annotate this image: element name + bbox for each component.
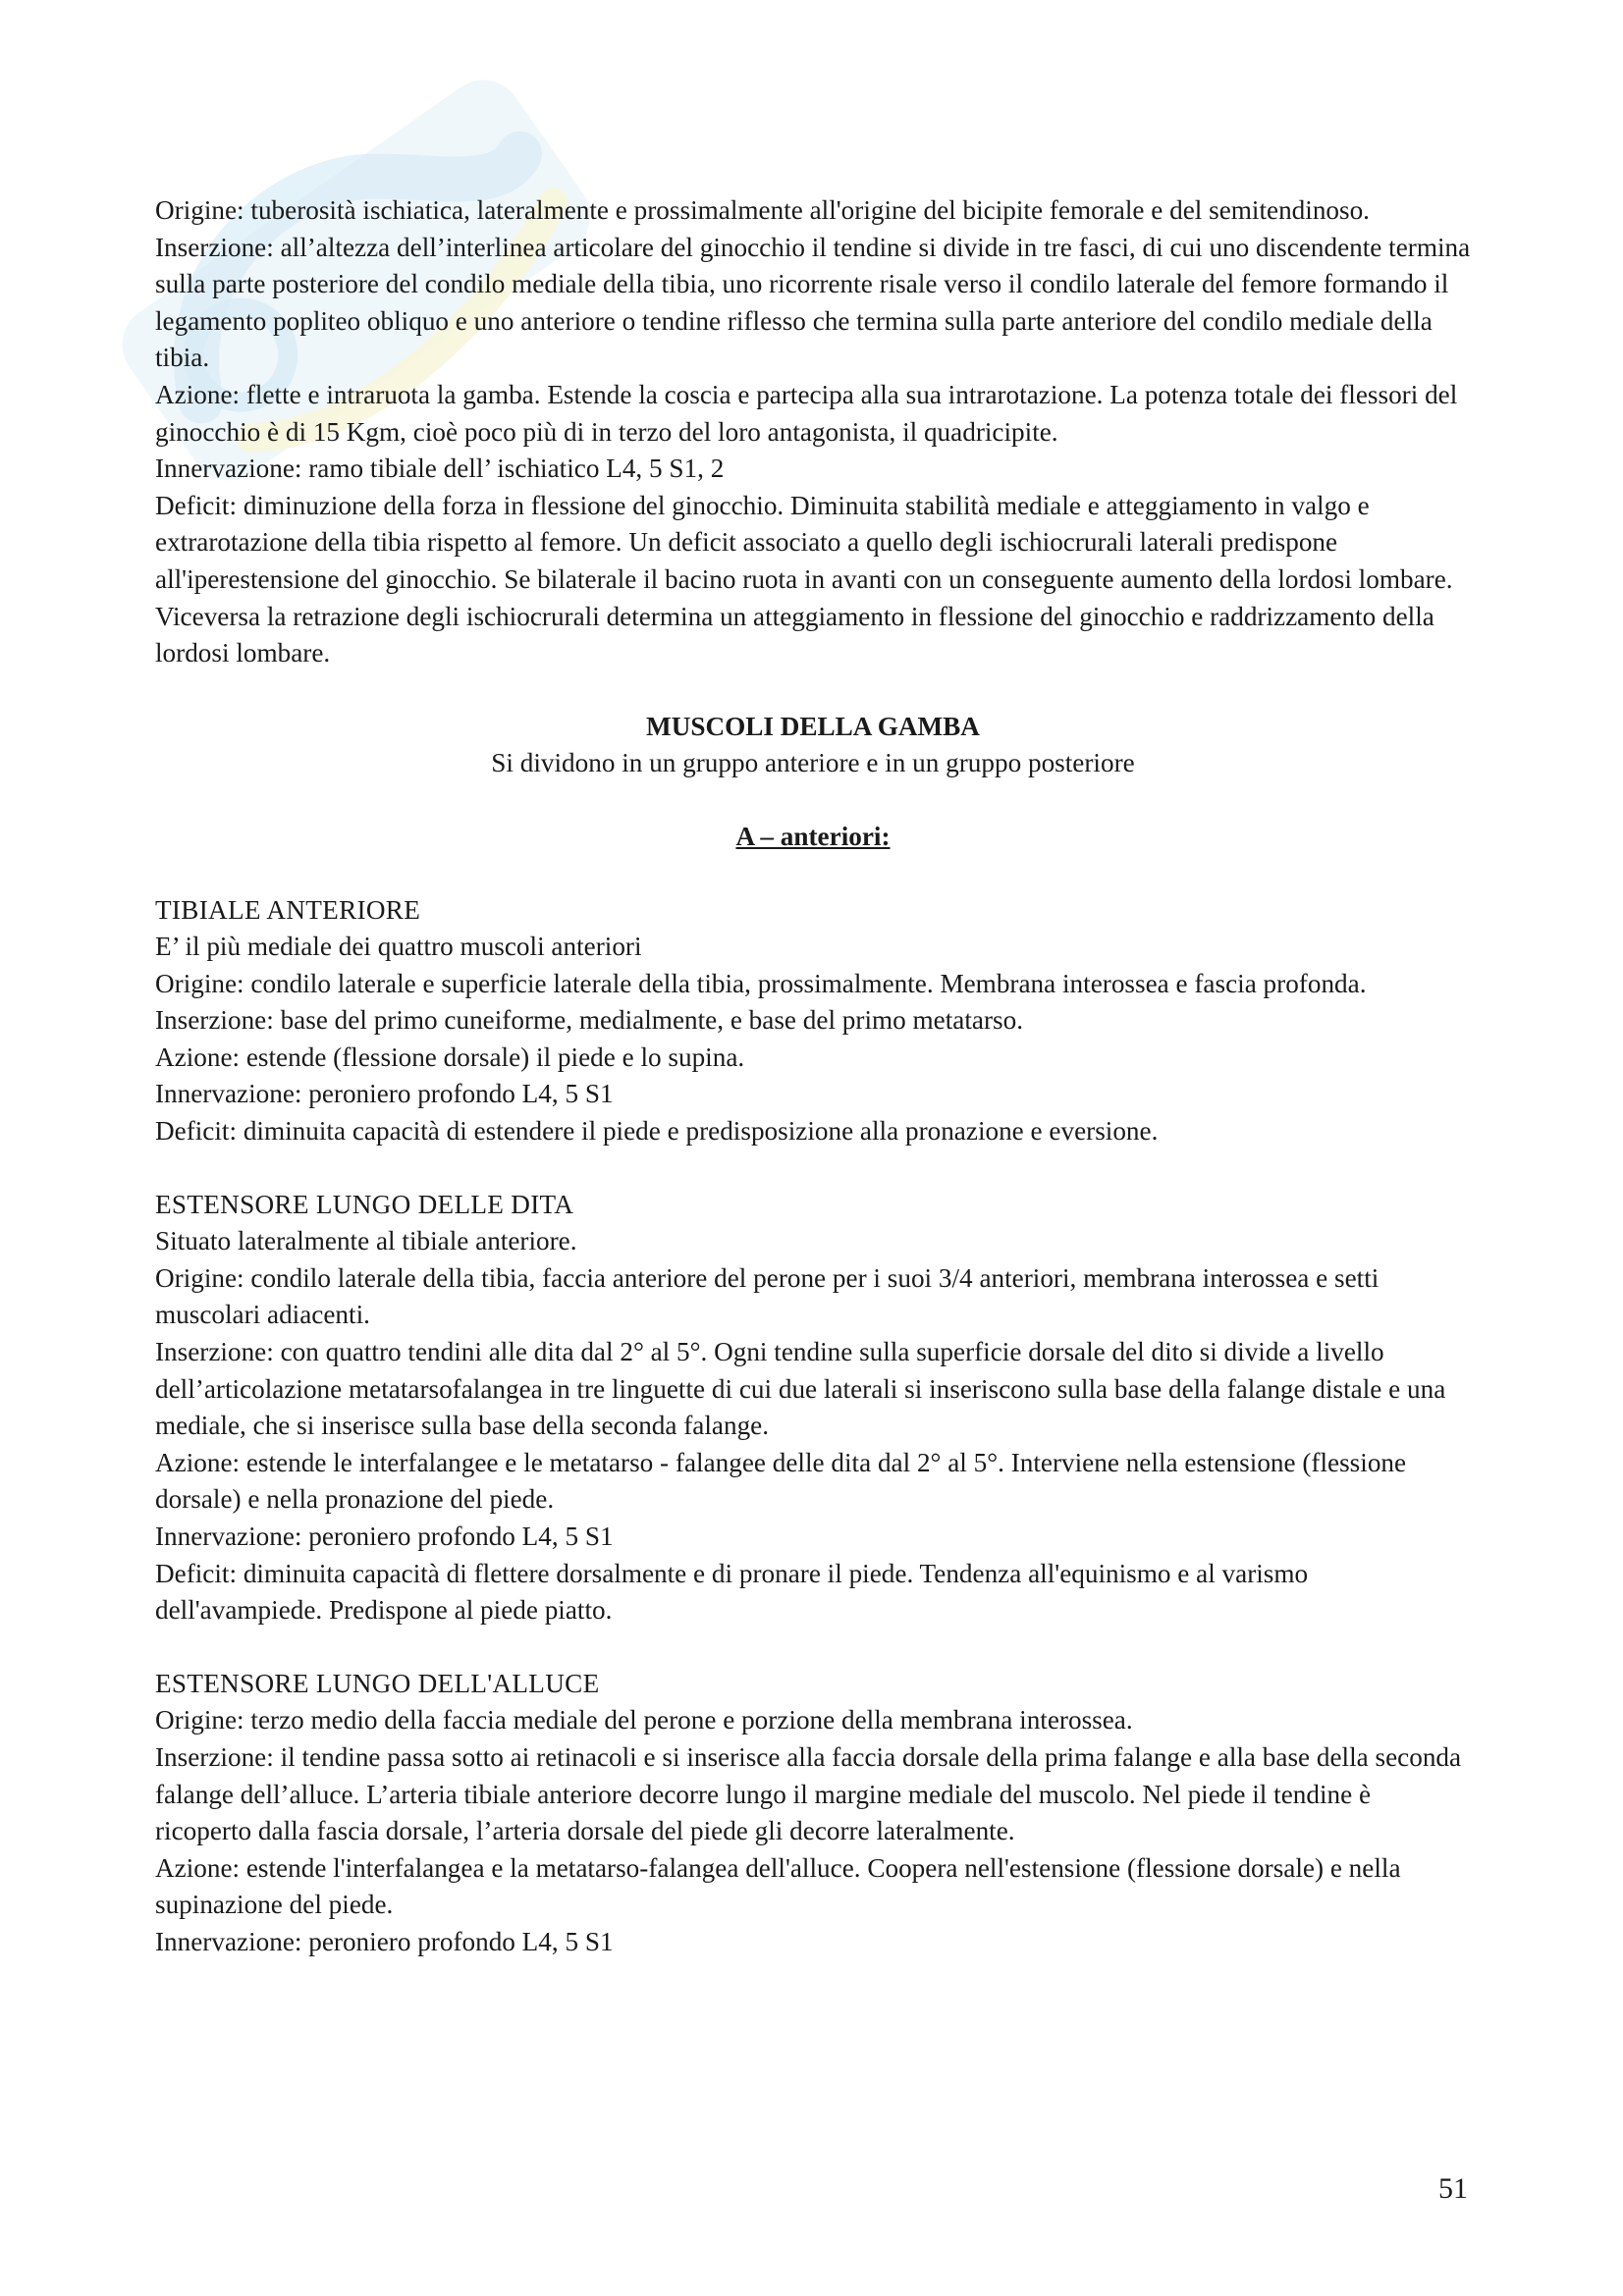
muscle-line: E’ il più mediale dei quattro muscoli anteriori [155, 932, 642, 962]
group-title: A – anteriori: [735, 821, 891, 851]
intro-deficit: Deficit: diminuzione della forza in flessione del ginocchio. Diminuita stabilità mediale e atteggiamento in valgo e extrarotazione della tibia rispetto al femore. Un deficit associato a quello degli ischiocrurali laterali predispone all'iperestensione del ginocchio. Se bilaterale il bacino ruota in avanti con un conseguente aumento della lordosi lombare. Viceversa la retrazione degli ischiocrurali determina un atteggiamento in flessione del ginocchio e raddrizzamento della lordosi lombare. [155, 490, 1453, 668]
section-heading: MUSCOLI DELLA GAMBA [646, 711, 980, 741]
muscle-line: Deficit: diminuita capacità di flettere dorsalmente e di pronare il piede. Tendenza all'equinismo e al varismo dell'avampiede. Predispone al piede piatto. [155, 1558, 1309, 1626]
section-subtitle: Si dividono in un gruppo anteriore e in un gruppo posteriore [491, 748, 1135, 778]
muscle-line: Azione: estende le interfalangee e le metatarso - falangee delle dita dal 2° al 5°. Interviene nella estensione (flessione dorsale) e nella pronazione del piede. [155, 1447, 1407, 1515]
muscle-line: Azione: estende (flessione dorsale) il piede e lo supina. [155, 1041, 745, 1072]
muscle-line: Inserzione: con quattro tendini alle dita dal 2° al 5°. Ogni tendine sulla superficie dorsale del dito si divide a livello dell’articolazione metatarsofalangea in tre linguette di cui due laterali si inseriscono sulla base della falange distale e una mediale, che si inserisce sulla base della seconda falange. [155, 1337, 1446, 1441]
document-page [155, 192, 1471, 1961]
muscle-line: Origine: condilo laterale e superficie laterale della tibia, prossimalmente. Membrana interossea e fascia profonda. [155, 968, 1367, 998]
intro-innervazione: Innervazione: ramo tibiale dell’ ischiatico L4, 5 S1, 2 [155, 454, 725, 484]
intro-inserzione: Inserzione: all’altezza dell’interlinea articolare del ginocchio il tendine si divide in tre fasci, di cui uno discendente termina sulla parte posteriore del condilo mediale della tibia, uno ricorrente risale verso il condilo laterale del femore formando il legamento popliteo obliquo e uno anteriore o tendine riflesso che termina sulla parte anteriore del condilo mediale della tibia. [155, 232, 1471, 373]
page-number: 51 [1438, 2172, 1468, 2205]
muscle-line: Innervazione: peroniero profondo L4, 5 S1 [155, 1926, 614, 1956]
muscle-entry-estensore-lungo-alluce [155, 1666, 1471, 1961]
muscle-entry-estensore-lungo-dita [155, 1187, 1471, 1629]
muscle-line: Innervazione: peroniero profondo L4, 5 S1 [155, 1079, 614, 1109]
intro-block [155, 192, 1471, 672]
intro-origine: Origine: tuberosità ischiatica, lateralmente e prossimalmente all'origine del bicipite femorale e del semitendinoso. [155, 195, 1370, 225]
intro-azione: Azione: flette e intraruota la gamba. Estende la coscia e partecipa alla sua intrarotazione. La potenza totale dei flessori del ginocchio è di 15 Kgm, cioè poco più di in terzo del loro antagonista, il quadricipite. [155, 379, 1458, 447]
muscle-line: Inserzione: base del primo cuneiforme, medialmente, e base del primo metatarso. [155, 1005, 1024, 1036]
muscle-line: Innervazione: peroniero profondo L4, 5 S1 [155, 1522, 614, 1551]
muscle-name: ESTENSORE LUNGO DELL'ALLUCE [155, 1668, 600, 1698]
muscle-entry-tibiale-anteriore [155, 892, 1471, 1150]
muscle-name: ESTENSORE LUNGO DELLE DITA [155, 1189, 574, 1219]
muscle-line: Origine: terzo medio della faccia mediale del perone e porzione della membrana interossea. [155, 1705, 1133, 1735]
muscle-line: Situato lateralmente al tibiale anteriore. [155, 1226, 577, 1256]
muscle-line: Origine: condilo laterale della tibia, faccia anteriore del perone per i suoi 3/4 anteriori, membrana interossea e setti muscolari adiacenti. [155, 1262, 1380, 1330]
muscle-line: Azione: estende l'interfalangea e la metatarso-falangea dell'alluce. Coopera nell'estensione (flessione dorsale) e nella supinazione del piede. [155, 1852, 1401, 1920]
muscle-name: TIBIALE ANTERIORE [155, 894, 421, 925]
muscle-line: Deficit: diminuita capacità di estendere il piede e predisposizione alla pronazione e eversione. [155, 1116, 1159, 1147]
muscle-line: Inserzione: il tendine passa sotto ai retinacoli e si inserisce alla faccia dorsale della prima falange e alla base della seconda falange dell’alluce. L’arteria tibiale anteriore decorre lungo il margine mediale del muscolo. Nel piede il tendine è ricoperto dalla fascia dorsale, l’arteria dorsale del piede gli decorre lateralmente. [155, 1741, 1462, 1846]
